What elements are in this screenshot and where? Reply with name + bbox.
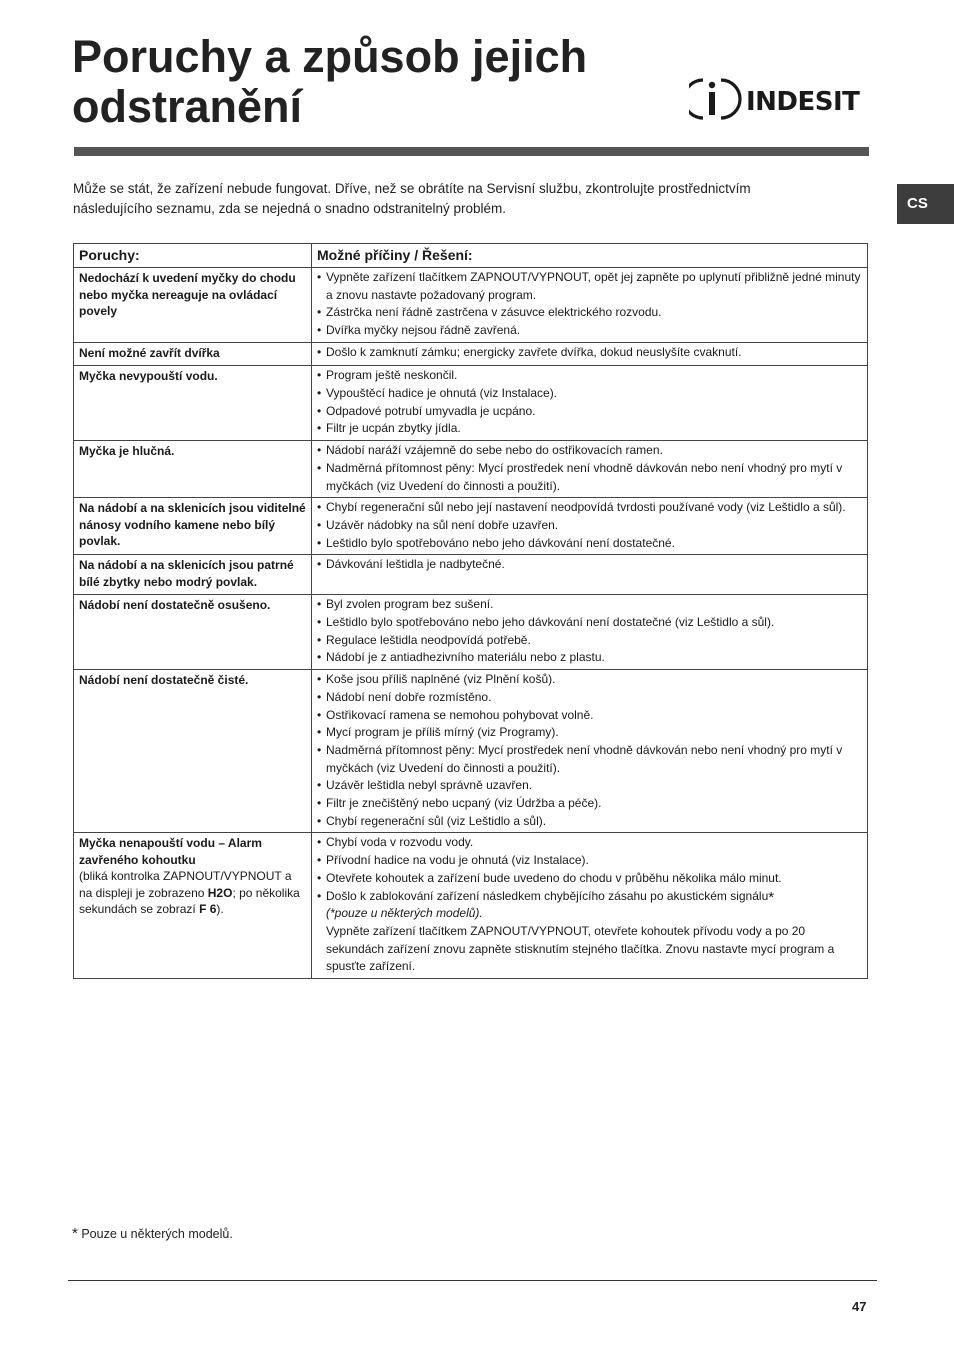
cause-item: • Ostřikovací ramena se nemohou pohybovat volně. (317, 707, 594, 722)
cause-item: • Nádobí je z antiadhezivního materiálu nebo z plastu. (317, 650, 605, 665)
fault-cell: Není možné zavřít dvířka (74, 342, 312, 366)
intro-text: Může se stát, že zařízení nebude fungovat. Dříve, než se obrátíte na Servisní službu, zkontrolujte prostřednictvím následujícího seznamu, zda se nejedná o snadno odstranitelný problém. (73, 181, 751, 216)
table-row (74, 555, 868, 595)
cause-item: • Odpadové potrubí umyvadla je ucpáno. (317, 403, 536, 418)
header-fault: Poruchy: (74, 244, 312, 268)
models-note: (*pouze u některých modelů). (326, 906, 483, 921)
causes-list (317, 499, 862, 552)
causes-list (317, 344, 862, 362)
table-body (74, 268, 868, 979)
page-title-line1: Poruchy a způsob jejich (72, 31, 588, 82)
cause-item: • Nadměrná přítomnost pěny: Mycí prostředek není vhodně dávkován nebo není vhodný pro mytí v myčkách (viz Uvedení do činnosti a použití). (317, 742, 843, 775)
causes-list (317, 269, 862, 340)
cause-item: • Vypouštěcí hadice je ohnutá (viz Instalace). (317, 386, 558, 401)
table-header-row (74, 244, 868, 268)
cause-item: • Leštidlo bylo spotřebováno nebo jeho dávkování není dostatečné. (317, 535, 675, 550)
table-row (74, 366, 868, 441)
page-number: 47 (852, 1299, 867, 1314)
cause-item: • Nádobí naráží vzájemně do sebe nebo do ostřikovacích ramen. (317, 443, 663, 458)
causes-cell (312, 366, 868, 441)
cause-item: • Uzávěr nádobky na sůl není dobře uzavřen. (317, 517, 559, 532)
header-causes: Možné příčiny / Řešení: (312, 244, 868, 268)
table-row (74, 670, 868, 833)
cause-item: • Přívodní hadice na vodu je ohnutá (viz Instalace). (317, 853, 589, 868)
cause-item: • Filtr je znečištěný nebo ucpaný (viz Údržba a péče). (317, 796, 602, 811)
footnote-star: * (72, 1225, 78, 1242)
fault-cell: Na nádobí a na sklenicích jsou patrné bílé zbytky nebo modrý povlak. (74, 555, 312, 595)
cause-item: • Filtr je ucpán zbytky jídla. (317, 421, 461, 436)
logo-text: INDESIT (746, 87, 860, 117)
cause-item: • Došlo k zamknutí zámku; energicky zavřete dvířka, dokud neuslyšíte cvaknutí. (317, 344, 742, 359)
fault-cell (74, 833, 312, 979)
causes-list (317, 367, 862, 438)
fault-cell: Myčka je hlučná. (74, 441, 312, 498)
causes-list (317, 834, 862, 887)
cause-item: • Vypněte zařízení tlačítkem ZAPNOUT/VYPNOUT, opět jej zapněte po uplynutí přibližně jedné minuty a znovu nastavte požadovaný program. (317, 270, 861, 302)
cause-item: • Koše jsou příliš naplněné (viz Plnění košů). (317, 672, 556, 687)
fault-cell: Nedochází k uvedení myčky do chodu nebo myčka nereaguje na ovládací povely (74, 268, 312, 343)
footer-rule (68, 1280, 877, 1281)
causes-cell (312, 441, 868, 498)
cause-item: • Regulace leštidla neodpovídá potřebě. (317, 632, 531, 647)
table-row (74, 833, 868, 979)
alarm-fix: Vypněte zařízení tlačítkem ZAPNOUT/VYPNOUT, otevřete kohoutek přívodu vody a po 20 sekundách zařízení znovu zapněte stisknutím stejného tlačítka. Znovu nastavte mycí program a spusťte zařízení. (326, 924, 835, 974)
causes-list-alarm (317, 888, 862, 906)
fault-cell: Na nádobí a na sklenicích jsou viditelné nánosy vodního kamene nebo bílý povlak. (74, 498, 312, 555)
cause-item: • Otevřete kohoutek a zařízení bude uvedeno do chodu v průběhu několika málo minut. (317, 870, 782, 885)
title-rule (74, 147, 869, 156)
fault-cell: Myčka nevypouští vodu. (74, 366, 312, 441)
language-tab: CS (897, 184, 954, 224)
fault-title: Myčka nenapouští vodu – Alarm zavřeného kohoutku (79, 836, 262, 867)
troubleshooting-table (73, 243, 868, 979)
cause-item: • Nadměrná přítomnost pěny: Mycí prostředek není vhodně dávkován nebo není vhodný pro mytí v myčkách (viz Uvedení do činnosti a použití). (317, 460, 843, 493)
causes-cell (312, 595, 868, 670)
cause-item: • Došlo k zablokování zařízení následkem chybějícího zásahu po akustickém signálu* (317, 888, 775, 906)
footnote (72, 1225, 233, 1242)
cause-item: • Nádobí není dobře rozmístěno. (317, 689, 492, 704)
cause-item: • Chybí regenerační sůl (viz Leštidlo a sůl). (317, 813, 547, 828)
cause-item: • Zástrčka není řádně zastrčena v zásuvce elektrického rozvodu. (317, 305, 662, 320)
table-row (74, 268, 868, 343)
cause-item: • Uzávěr leštidla nebyl správně uzavřen. (317, 778, 533, 793)
causes-list (317, 556, 862, 574)
fault-note: (bliká kontrolka ZAPNOUT/VYPNOUT a na displeji je zobrazeno H2O; po několika sekundách se zobrazí F 6). (79, 869, 300, 917)
causes-list (317, 442, 862, 495)
table-row (74, 441, 868, 498)
causes-cell (312, 670, 868, 833)
cause-item: • Chybí voda v rozvodu vody. (317, 835, 474, 850)
table-row (74, 498, 868, 555)
cause-item: • Byl zvolen program bez sušení. (317, 597, 494, 612)
causes-cell (312, 342, 868, 366)
table-row (74, 595, 868, 670)
fault-cell: Nádobí není dostatečně osušeno. (74, 595, 312, 670)
indesit-logo (689, 74, 869, 124)
cause-item: • Program ještě neskončil. (317, 368, 458, 383)
page-title (72, 32, 587, 132)
cause-item: • Leštidlo bylo spotřebováno nebo jeho dávkování není dostatečné (viz Leštidlo a sůl). (317, 615, 775, 630)
causes-list (317, 671, 862, 830)
causes-list (317, 596, 862, 667)
cause-item: • Chybí regenerační sůl nebo její nastavení neodpovídá tvrdosti používané vody (viz Leštidlo a sůl). (317, 500, 846, 515)
cause-item: • Dvířka myčky nejsou řádně zavřená. (317, 323, 521, 338)
causes-cell (312, 555, 868, 595)
cause-item: • Mycí program je příliš mírný (viz Programy). (317, 725, 559, 740)
causes-cell (312, 833, 868, 979)
fault-cell: Nádobí není dostatečně čisté. (74, 670, 312, 833)
footnote-text: Pouze u některých modelů. (81, 1227, 233, 1241)
page-title-line2: odstranění (72, 81, 303, 132)
causes-cell (312, 498, 868, 555)
causes-cell (312, 268, 868, 343)
table-row (74, 342, 868, 366)
cause-item: • Dávkování leštidla je nadbytečné. (317, 557, 505, 572)
